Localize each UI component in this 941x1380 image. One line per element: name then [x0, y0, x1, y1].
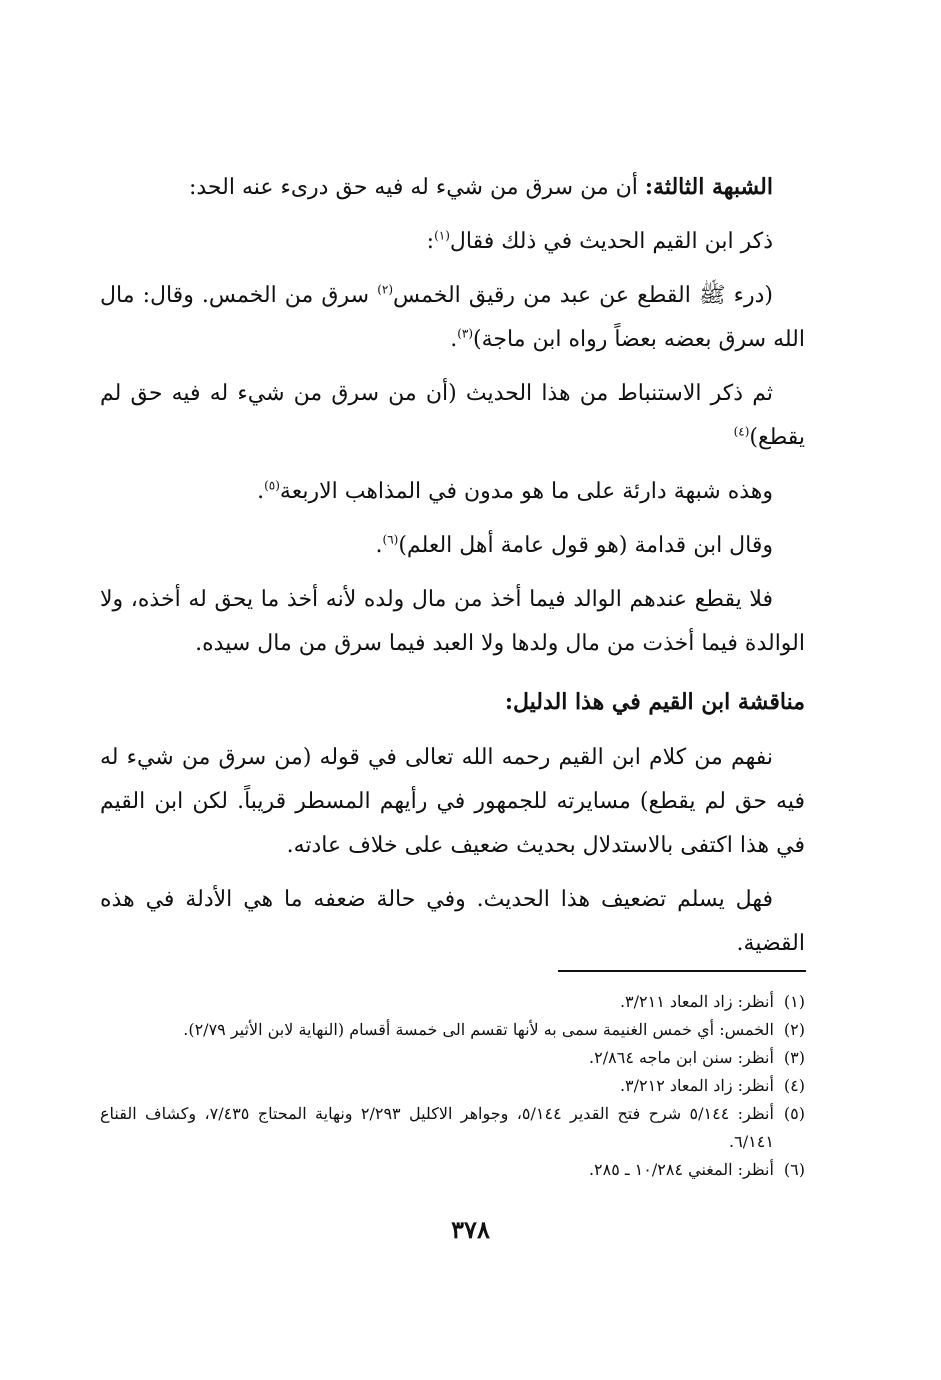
paragraph-3-tail: . [450, 327, 458, 352]
footnote-number: (٥) [783, 1104, 805, 1123]
paragraph-3-text-a: (درء ﷺ القطع عن عبد من رقيق الخمس [393, 283, 773, 308]
footnote-ref-6: (٦) [382, 532, 399, 547]
footnote-text: أنظر: ٥/١٤٤ شرح فتح القدير ٥/١٤٤، وجواهر الاكليل ٢/٢٩٣ ونهاية المحتاج ٧/٤٣٥، وكشاف القناع ٦/١٤١. [100, 1104, 774, 1151]
footnote-ref-3: (٣) [457, 326, 474, 341]
footnote-item [100, 1072, 805, 1100]
footnote-text: أنظر: سنن ابن ماجه ٢/٨٦٤. [589, 1048, 774, 1067]
paragraph-4 [100, 372, 805, 460]
footnote-item [100, 1044, 805, 1072]
footnote-ref-1: (١) [434, 228, 450, 243]
page-number: ٣٧٨ [451, 1215, 490, 1244]
paragraph-9: فهل يسلم تضعيف هذا الحديث. وفي حالة ضعفه ما هي الأدلة في هذه القضية. [100, 887, 805, 956]
footnote-text: الخمس: أي خمس الغنيمة سمى به لأنها تقسم الى خمسة أقسام (النهاية لابن الأثير ٢/٧٩). [183, 1020, 774, 1039]
paragraph-5 [100, 470, 805, 514]
paragraph-6 [100, 524, 805, 568]
paragraph-3-text-b: سرق من الخمس. وقال: مال الله سرق بعضه بعضاً رواه ابن ماجة) [100, 283, 805, 352]
footnote-ref-5: (٥) [264, 478, 280, 493]
footnote-number: (٢) [783, 1020, 805, 1039]
section-heading: مناقشة ابن القيم في هذا الدليل: [504, 689, 805, 715]
paragraph-6-text: وقال ابن قدامة (هو قول عامة أهل العلم) [398, 533, 773, 558]
footnote-number: (٤) [783, 1076, 805, 1095]
footnote-text: أنظر: زاد المعاد ٣/٢١٢. [619, 1076, 774, 1095]
paragraph-5-tail: . [257, 479, 265, 504]
footnote-divider [558, 970, 806, 972]
footnote-item [100, 1156, 805, 1184]
footnotes [100, 988, 805, 1184]
paragraph-1-text: أن من سرق من شيء له فيه حق درىء عنه الحد: [188, 175, 645, 200]
paragraph-6-tail: . [375, 533, 383, 558]
paragraph-1 [100, 165, 805, 210]
paragraph-8: نفهم من كلام ابن القيم رحمه الله تعالى في قوله (من سرق من شيء له فيه حق لم يقطع) مسايرته للجمهور في رأيهم المسطر قريباً. لكن ابن القيم في هذا اكتفى بالاستدلال بحديث ضعيف على خلاف عادته. [100, 745, 805, 858]
section-label: الشبهة الثالثة: [644, 174, 773, 200]
main-text [100, 165, 805, 976]
paragraph-3 [100, 274, 805, 362]
paragraph-2-text: ذكر ابن القيم الحديث في ذلك فقال [449, 229, 773, 254]
footnote-number: (٣) [783, 1048, 805, 1067]
footnote-text: أنظر: زاد المعاد ٣/٢١١. [619, 992, 774, 1011]
footnote-number: (٦) [783, 1160, 805, 1179]
footnote-ref-4: (٤) [733, 424, 750, 439]
footnote-text: أنظر: المغني ١٠/٢٨٤ ـ ٢٨٥. [588, 1160, 774, 1179]
footnote-item [100, 1100, 805, 1156]
paragraph-2 [100, 220, 805, 264]
footnote-ref-2: (٢) [377, 282, 394, 297]
footnote-item [100, 988, 805, 1016]
paragraph-7: فلا يقطع عندهم الوالد فيما أخذ من مال ولده لأنه أخذ ما يحق له أخذه، ولا الوالدة فيما أخذت من مال ولدها ولا العبد فيما سرق من مال سيده. [100, 587, 805, 656]
paragraph-2-tail: : [426, 229, 435, 254]
paragraph-4-text: ثم ذكر الاستنباط من هذا الحديث (أن من سرق من شيء له فيه حق لم يقطع) [100, 381, 805, 450]
paragraph-5-text: وهذه شبهة دارئة على ما هو مدون في المذاهب الاربعة [279, 479, 773, 504]
footnote-number: (١) [783, 992, 805, 1011]
footnote-item [100, 1016, 805, 1044]
